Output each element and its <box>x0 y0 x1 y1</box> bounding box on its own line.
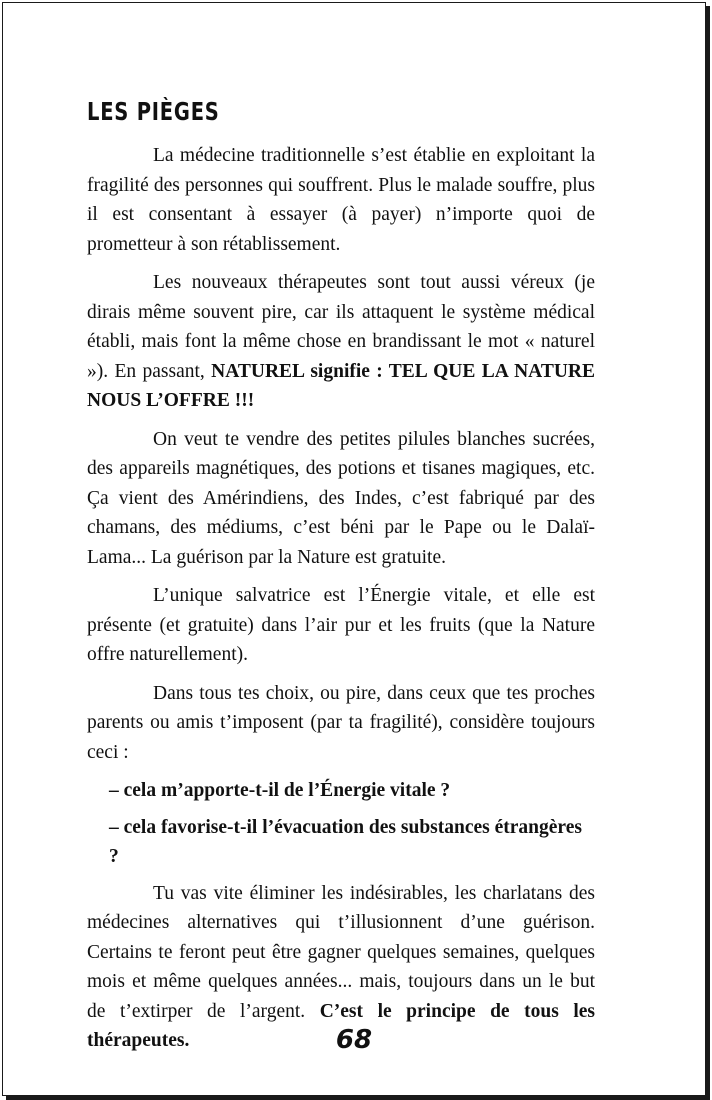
paragraph-text: Dans tous tes choix, ou pire, dans ceux que tes proches parents ou amis t’imposent (par ta fragilité), considère toujours ceci : <box>87 682 595 763</box>
paragraph-text: On veut te vendre des petites pilules blanches sucrées, des appareils magnétiques, des potions et tisanes magiques, etc. Ça vient des Amérindiens, des Indes, c’est fabriqué par des chamans, des médiums, c’est béni par le Pape ou le Dalaï-Lama... La guérison par la Nature est gratuite. <box>87 428 595 568</box>
paragraph <box>87 425 595 573</box>
section-title: LES PIÈGES <box>87 97 220 126</box>
question-item: – cela m’apporte-t-il de l’Énergie vitale ? <box>109 780 451 801</box>
paragraph-bold-text: NATUREL signifie : TEL QUE LA NATURE NOUS L’OFFRE !!! <box>87 360 595 411</box>
page-number: 68 <box>335 1025 373 1055</box>
paragraph-text: Les nouveaux thérapeutes sont tout aussi véreux (je dirais même souvent pire, car ils attaquent le système médical établi, mais font la même chose en brandissant le mot « naturel »). En passant, <box>87 272 595 382</box>
paragraph <box>87 679 595 768</box>
paragraph-bold-text: C’est le principe de tous les thérapeutes. <box>87 1000 595 1051</box>
paragraph-text: L’unique salvatrice est l’Énergie vitale, et elle est présente (et gratuite) dans l’air pur et les fruits (que la Nature offre naturellement). <box>87 585 595 665</box>
paragraph <box>87 141 595 259</box>
page-content <box>87 95 595 1065</box>
paragraph-text: Tu vas vite éliminer les indésirables, les charlatans des médecines alternatives qui t’illusionnent d’une guérison. Certains te feront peut être gagner quelques semaines, quelques mois et même quelques années... mais, toujours dans un le but de t’extirper de l’argent. <box>87 882 595 1022</box>
paragraph-text: La médecine traditionnelle s’est établie en exploitant la fragilité des personnes qui souffrent. Plus le malade souffre, plus il est consentant à essayer (à payer) n’importe quoi de prometteur à son rétablissement. <box>87 145 595 255</box>
paragraph <box>87 268 595 416</box>
question-item: – cela favorise-t-il l’évacuation des substances étrangères ? <box>109 816 582 867</box>
page <box>2 2 706 1096</box>
paragraph <box>87 581 595 670</box>
